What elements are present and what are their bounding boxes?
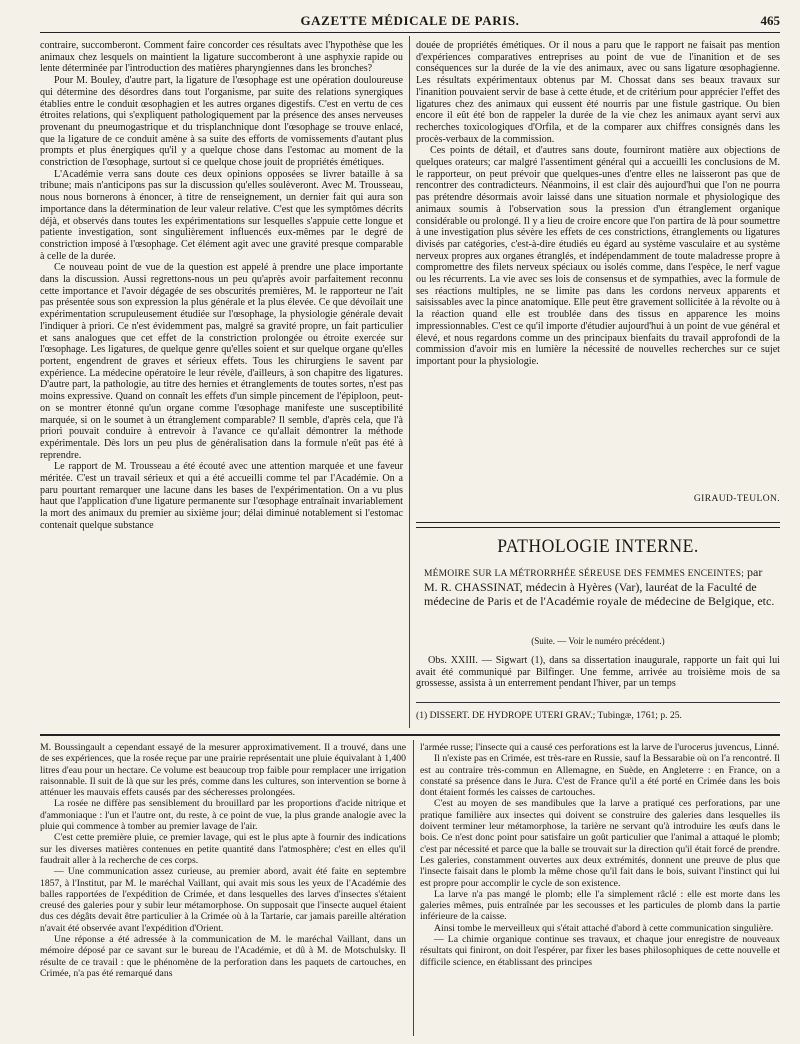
journal-title: GAZETTE MÉDICALE DE PARIS. — [300, 13, 520, 28]
paragraph: Une réponse a été adressée à la communication de M. le maréchal Vaillant, dans un mémoire déposé par ce savant sur le bureau de l'Académie, et dû à M. de Motschulsky. Il résulte de ce travail : que le phénomène de la perforation dans les paquets de cartouches, en Crimée, n'a pas été remarqué dans — [40, 934, 406, 979]
feuilleton-column-right — [420, 742, 780, 1034]
paragraph: C'est cette première pluie, ce premier lavage, qui est le plus apte à fournir des indications sur les diverses matières contenues en petite quantité dans l'atmosphère; c'est en elles qu'il faudrait aller à la recherche de ces corps. — [40, 832, 406, 866]
paragraph: Ainsi tombe le merveilleux qui s'était attaché d'abord à cette communication singulière. — [434, 922, 774, 934]
paragraph: L'Académie verra sans doute ces deux opinions opposées se livrer bataille à sa tribune; mais n'anticipons pas sur la discussion qu'elles soulèveront. Avec M. Trousseau, nous nous bornerons à énoncer, à titre de renseignement, un dernier fait qui aura son importance dans la détermination de leur valeur relative. C'est que les symptômes décrits déjà, et observés dans toutes les expérimentations sur lesquelles s'appuie cette longue et patiente investigation, sont singulièrement influencés eux-mêmes par le degré de constriction imposé à l'œsophage. Cet élément agit avec une gravité presque comparable à celle de la durée. — [40, 168, 403, 262]
paragraph: Obs. XXIII. — Sigwart (1), dans sa dissertation inaugurale, rapporte un fait qui lui avait été communiqué par Bilfinger. Une femme, arrivée au troisième mois de sa grossesse, assista à un enterrement pendant l'hiver, par un temps — [416, 655, 780, 690]
paragraph: Pour M. Bouley, d'autre part, la ligature de l'œsophage est une opération douloureuse qui détermine des désordres dans tout l'organisme, par suite des relations synergiques établies entre le conduit œsophagien et les autres organes digestifs. C'est en vertu de ces étroites relations, qui s'expliquent pathologiquement par la présence des anses nerveuses provenant du pneumogastrique et du trisplanchnique dont l'œsophage se trouve enlacé, que la ligature de ce conduit amène à sa suite des efforts de vomissements d'autant plus prompts et plus énergiques qu'il y a quelque chose dans l'estomac au moment de la constriction de l'œsophage, surtout si ce quelque chose jouit de propriétés émétiques. — [40, 75, 403, 169]
paragraph: La rosée ne diffère pas sensiblement du brouillard par les proportions d'acide nitrique et d'ammoniaque : l'un et l'autre ont, du reste, à ce point de vue, la plus grande analogie avec la pluie qui commence à tomber au premier lavage de l'air. — [40, 798, 406, 833]
paragraph: M. Boussingault a cependant essayé de la mesurer approximativement. Il a trouvé, dans une de ses expériences, que la rosée reçue par une prairie représentait une pluie équivalant à 1,400 litres d'eau pour un hectare. Ce volume est beaucoup trop faible pour remplacer une irrigation raisonnable. Il suit de là que sur les prés, comme dans les cultures, son intervention se borne à atténuer les mauvais effets causés par des sécheresses prolongées. — [40, 742, 406, 799]
continuation-note: (Suite. — Voir le numéro précédent.) — [531, 636, 665, 646]
paragraph: Le rapport de M. Trousseau a été écouté avec une attention marquée et une faveur méritée. C'est un travail sérieux et qui a été accueilli comme tel par l'Académie. On a paru pourtant remarquer une lacune dans les bases de l'expérimentation. On a vu plus haut que l'application d'une ligature permanente sur l'œsophage entraînait invariablement la mort des animaux du premier au sixième jour; délai diminué notablement si l'estomac contenait quelque substance — [40, 461, 403, 531]
paragraph: — La chimie organique continue ses travaux, et chaque jour enregistre de nouveaux résultats qui finiront, on doit l'espérer, par fixer les bases philosophiques de cette nouvelle et difficile science, en établissant des principes — [420, 934, 780, 968]
memoir-heading — [424, 566, 776, 608]
paragraph: l'armée russe; l'insecte qui a causé ces perforations est la larve de l'urocerus juvencus, Linné. — [420, 742, 780, 753]
page-number: 465 — [760, 13, 780, 28]
paragraph: — Une communication assez curieuse, au premier abord, avait été faite en septembre 1857, à l'Institut, par M. le maréchal Vaillant, qui avait mis sous les yeux de l'Académie des balles rapportées de l'expédition de Crimée, et dans lesquelles des larves d'insectes s'étaient creusé des galeries pour y subir leur métamorphose. On supposait que l'insecte auquel étaient dus ces dégâts devait être particulier à la Crimée où à la Tartarie, car jamais pareille altération n'avait été observée avant l'expédition d'Orient. — [40, 866, 406, 934]
paragraph: Ces points de détail, et d'autres sans doute, fourniront matière aux objections de quelques orateurs; car malgré l'assentiment général qui a accueilli les conclusions de M. le rapporteur, on peut prévoir que quelques-unes d'entre elles ne laisseront pas que de rencontrer des contradicteurs. Néanmoins, il est clair dès aujourd'hui que l'on ne pourra pas prétendre désormais avoir laissé dans une situation normale et physiologique des animaux soumis à l'observation sous la pression d'un étranglement organique considérable ou prolongé. Il y a lieu de croire encore que l'on partira de là pour soumettre à une investigation plus sévère les effets de ces constrictions, étranglements ou ligatures divisés par catégories, c'est-à-dire étudiés eu égard au système vasculaire et au système nerveux propres aux organes étranglés, et indépendamment de toute maladresse propre à compromettre des filets nerveux spéciaux ou isolés comme, dans l'espèce, le nerf vague ou les récurrents. La vie avec ses lois de consensus et de sympathies, avec la formule de ses réactions multiples, ne se limite pas dans les cordons nerveux apparents et saisissables avec la pince anatomique. Elle peut être gravement sollicitée à la révolte ou à la réaction quand elle est troublée dans des tissus en apparence les moins impressionnables. C'est ce qu'il importe d'étudier aujourd'hui à un point de vue général et élevé, et nous regardons comme un des principaux bienfaits du travail approfondi de la commission d'avoir mis en lumière la nécessité de nouvelles recherches sur ce sujet important pour la physiologie. — [416, 145, 780, 367]
paragraph: La larve n'a pas mangé le plomb; elle l'a simplement râclé : elle est morte dans les galeries mêmes, puis entraînée par les secousses et les particules de plomb dans la partie inférieure de la caisse. — [420, 888, 780, 923]
section-rule — [416, 522, 780, 528]
observation-text — [416, 655, 780, 690]
memoir-author: par M. R. CHASSINAT, médecin à Hyères (Var), lauréat de la Faculté de médecine de Paris et de l'Académie royale de médecine de Belgique, etc. — [424, 565, 775, 608]
author-signature: GIRAUD-TEULON. — [693, 494, 780, 504]
paragraph: Il n'existe pas en Crimée, est très-rare en Russie, sauf la Bessarabie où on l'a rencontré. Il est au contraire très-commun en Allemagne, en Suède, en Angleterre : en France, on a constaté sa présence dans le Jura. C'est de France qu'il a été porté en Crimée dans les bois dont étaient formés les caisses de cartouches. — [420, 753, 780, 799]
section-title: PATHOLOGIE INTERNE. — [497, 536, 699, 557]
article-column-right — [416, 40, 780, 508]
paragraph: Ce nouveau point de vue de la question est appelé à prendre une place importante dans la discussion. Aussi regrettons-nous un peu qu'après avoir parfaitement reconnu cette importance et l'avoir dégagée de ses obscurités premières, M. le rapporteur ne l'ait pas présentée sous son expression la plus générale et la plus élevée. Ce que dévoilait une expérimentation scrupuleusement étudiée sur l'œsophage, la physiologie générale devait l'indiquer à priori. Ce n'est évidemment pas, malgré sa gravité propre, un fait particulier et sans analogues que cet effet de la constriction prolongée ou étroite exercée sur l'œsophage. Les ligatures, de quelque genre qu'elles soient et sur quelque organe qu'elles portent, engendrent de graves et sérieux effets. Tous les chirurgiens le savent par expérience. La médecine opératoire le leur révèle, d'ailleurs, à son chapitre des ligatures. D'autre part, la pathologie, au titre des hernies et étranglements de toutes sortes, n'est pas moins expressive. Quand on connaît les effets d'un simple pincement de l'épiploon, peut-on se montrer étonné qu'un organe comme l'œsophage manifeste une susceptibilité marquée, si on le soumet à un étranglement comparable? Il semble, d'après cela, que l'à priori pouvait conduire à entrevoir à l'avance ce qu'allait démontrer la méthode expérimentale. Dès lors un peu plus de généralisation dans la formule n'eût pas été à reprendre. — [40, 262, 403, 461]
paragraph: contraire, succomberont. Comment faire concorder ces résultats avec l'hypothèse que les animaux chez lesquels on maintient la ligature succomberont à une asphyxie rapide ou lente déterminée par l'introduction des matières pharyngiennes dans les bronches? — [40, 40, 403, 75]
article-column-left — [40, 40, 403, 725]
feuilleton-column-left — [40, 742, 406, 1034]
paragraph: douée de propriétés émétiques. Or il nous a paru que le rapport ne faisait pas mention d'expériences comparatives entreprises au point de vue de l'inanition et de ses conséquences sur la durée de la vie des animaux, avec ou sans ligature œsophagienne. Les résultats expérimentaux obtenus par M. Chossat dans ses beaux travaux sur l'inanition pouvaient servir de base à cette étude, et de critérium pour apprécier l'effet des ligatures chez des animaux qui eussent été nourris par une fistule gastrique. Ou bien encore il eût été bon de rappeler la durée de la vie chez les animaux ayant servi aux recherches toxicologiques d'Orfila, et de la comparer aux chiffres consignés dans les procès-verbaux de la commission. — [416, 40, 780, 145]
page-header — [40, 10, 780, 33]
column-divider-bottom — [413, 740, 414, 1036]
footnote-rule — [416, 702, 780, 703]
paragraph: C'est au moyen de ses mandibules que la larve a pratiqué ces perforations, par une pratique familière aux insectes qui doivent se construire des galeries dans lesquelles ils doivent terminer leur métamorphose, la tarière ne servant qu'à introduire les œufs dans le bois. Ce n'est donc point pour satisfaire un goût particulier que l'animal a attaqué le plomb; c'est par nécessité et parce que la balle se trouvait sur la direction qu'il était forcé de prendre. Les galeries, constamment ouvertes aux deux extrémités, donnent une preuve de plus que l'insecte faisait dans le plomb la même chose qu'il fait dans le bois, suivant l'instinct qui lui est propre pour accomplir le cycle de son existence. — [420, 798, 780, 889]
footnote: (1) DISSERT. DE HYDROPE UTERI GRAV.; Tubingæ, 1761; p. 25. — [416, 710, 682, 721]
column-divider-top — [409, 36, 410, 728]
feuilleton-rule — [40, 734, 780, 736]
memoir-title: MÉMOIRE SUR LA MÉTRORRHÉE SÉREUSE DES FEMMES ENCEINTES; — [424, 569, 745, 579]
